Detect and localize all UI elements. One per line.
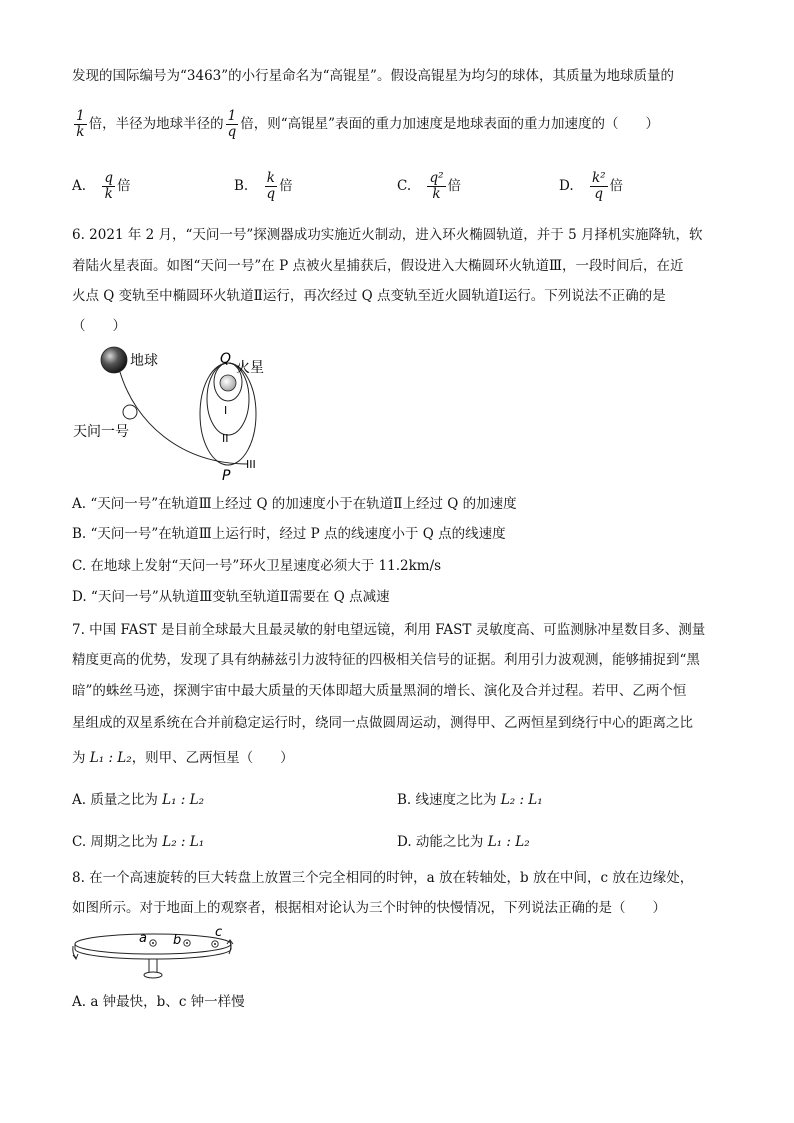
q6-option-b[interactable]: B. “天问一号”在轨道Ⅲ上运行时，经过 P 点的线速度小于 Q 点的线速度 [72, 526, 506, 542]
orbit-diagram [70, 342, 280, 484]
q7-stem-line-1: 7. 中国 FAST 是目前全球最大且最灵敏的射电望远镜，利用 FAST 灵敏度高、可监测脉冲星数目多、测量 [72, 622, 706, 638]
mars-label: 火星 [236, 360, 264, 376]
q6-stem-line-1: 6. 2021 年 2 月，“天问一号”探测器成功实施近火制动，进入环火椭圆轨道，并于 5 月择机实施降轨，软 [72, 227, 703, 243]
point-p-label: P [222, 468, 231, 484]
earth-icon [101, 347, 127, 373]
mars-icon [220, 375, 236, 391]
q7-stem-line-2: 精度更高的优势，发现了具有纳赫兹引力波特征的四极相关信号的证据。利用引力波观测，能够捕捉到“黑 [72, 652, 700, 668]
q5-line-2: $\frac{1}{k}$ 倍，半径为地球半径的 $\frac{1}{q}$ 倍，则“高锟星”表面的重力加速度是地球表面的重力加速度的（ ） [76, 108, 660, 140]
probe-icon [123, 405, 137, 419]
ratio-l1-l2: L₁ : L₂ [89, 750, 132, 766]
q8-stem-line-2: 如图所示。对于地面上的观察者，根据相对论认为三个时钟的快慢情况，下列说法正确的是（ ） [72, 900, 666, 916]
turntable-base [144, 972, 162, 978]
q8-stem-line-1: 8. 在一个高速旋转的巨大转盘上放置三个完全相同的时钟，a 放在转轴处，b 放在中间，c 放在边缘处， [72, 870, 694, 886]
q6-stem-line-4: （ ） [72, 318, 126, 334]
q7-stem-line-4: 星组成的双星系统在合并前稳定运行时，绕同一点做圆周运动，测得甲、乙两恒星到绕行中心的距离之比 [72, 715, 693, 731]
clock-a-label: a [139, 931, 147, 946]
probe-label: 天问一号 [73, 424, 129, 440]
fraction-one-over-k: $\frac{1}{k}$ [76, 108, 85, 140]
q5-line-1: 发现的国际编号为“3463”的小行星命名为“高锟星”。假设高锟星为均匀的球体，其质量为地球质量的 [72, 68, 674, 84]
q6-option-a[interactable]: A. “天问一号”在轨道Ⅲ上经过 Q 的加速度小于在轨道Ⅱ上经过 Q 的加速度 [72, 496, 517, 512]
earth-label: 地球 [130, 353, 158, 369]
orbit-iii-label: III [246, 458, 256, 471]
clock-c-label: c [215, 925, 223, 940]
q7-stem-line-5: 为 L₁ : L₂，则甲、乙两恒星（ ） [72, 750, 294, 766]
q6-option-c[interactable]: C. 在地球上发射“天问一号”环火卫星速度必须大于 11.2km/s [72, 558, 442, 574]
clock-b-label: b [173, 933, 182, 948]
q7-option-c[interactable]: C. 周期之比为 L₂ : L₁ [72, 834, 205, 850]
q6-stem-line-3: 火点 Q 变轨至中椭圆环火轨道Ⅱ运行，再次经过 Q 点变轨至近火圆轨道Ⅰ运行。下列说法不正确的是 [72, 288, 666, 304]
q5-option-b[interactable]: B. $\frac{k}{q}$ 倍 [234, 170, 293, 202]
q5-option-a[interactable]: A. $\frac{q}{k}$ 倍 [72, 170, 131, 202]
q6-option-d[interactable]: D. “天问一号”从轨道Ⅲ变轨至轨道Ⅱ需要在 Q 点减速 [72, 589, 390, 605]
turntable-diagram [70, 924, 240, 986]
q8-option-a[interactable]: A. a 钟最快，b、c 钟一样慢 [72, 994, 245, 1010]
q6-stem-line-2: 着陆火星表面。如图“天问一号”在 P 点被火星捕获后，假设进入大椭圆环火轨道Ⅲ，一段时间后，在近 [72, 258, 684, 274]
q7-option-d[interactable]: D. 动能之比为 L₁ : L₂ [397, 834, 530, 850]
orbit-i-label: I [224, 404, 228, 417]
q5-option-c[interactable]: C. $\frac{\text{q²}}{k}$ 倍 [397, 170, 461, 202]
q7-option-b[interactable]: B. 线速度之比为 L₂ : L₁ [397, 792, 543, 808]
q7-stem-line-3: 暗”的蛛丝马迹，探测宇宙中最大质量的天体即超大质量黑洞的增长、演化及合并过程。若甲、乙两个恒 [72, 683, 687, 699]
orbit-ii-label: II [222, 432, 229, 445]
fraction-one-over-q: $\frac{1}{q}$ [227, 108, 237, 140]
point-q-label: Q [220, 351, 232, 367]
q5-option-d[interactable]: D. $\frac{\text{k²}}{q}$ 倍 [559, 170, 624, 202]
q7-option-a[interactable]: A. 质量之比为 L₁ : L₂ [72, 792, 205, 808]
